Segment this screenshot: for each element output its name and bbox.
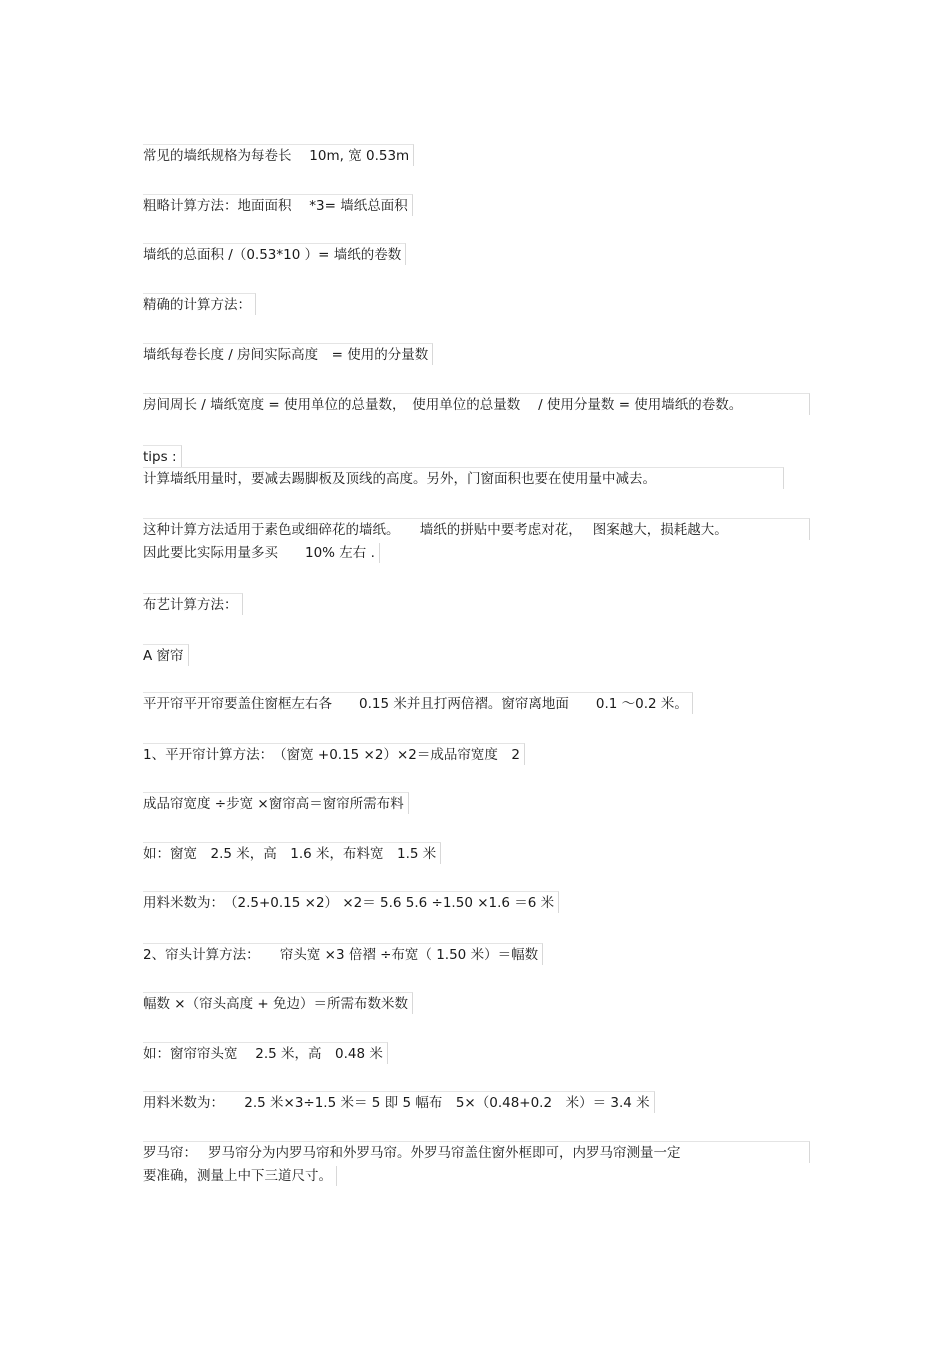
- valance-meters-line: 用料米数为： 2.5 米×3÷1.5 米＝ 5 即 5 幅布 5×（0.48+0.2 米）＝ 3.4 米: [143, 1091, 655, 1113]
- flat-curtain-rule-line: 平开帘平开帘要盖住窗框左右各 0.15 米并且打两倍褶。窗帘离地面 0.1 ～0.2 米。: [143, 692, 693, 714]
- example-dimensions-line: 如：窗宽 2.5 米，高 1.6 米，布料宽 1.5 米: [143, 842, 441, 864]
- rolls-formula-line: 墙纸的总面积 /（0.53*10 ）= 墙纸的卷数: [143, 243, 406, 265]
- example-meters-line: 用料米数为： （2.5+0.15 ×2） ×2＝ 5.6 5.6 ÷1.50 ×1.6 ＝6 米: [143, 891, 559, 913]
- rough-calc-line: 粗略计算方法：地面面积 *3= 墙纸总面积: [143, 194, 413, 216]
- roman-blind-measure-line: 要准确，测量上中下三道尺寸。: [143, 1166, 337, 1186]
- room-perimeter-line: 房间周长 / 墙纸宽度 = 使用单位的总量数， 使用单位的总量数 / 使用分量数 = 使用墙纸的卷数。: [143, 393, 810, 415]
- flat-curtain-formula-line: 1、平开帘计算方法： （窗宽 +0.15 ×2）×2＝成品帘宽度 2: [143, 743, 525, 765]
- fabric-calc-heading: 布艺计算方法：: [143, 593, 243, 615]
- pattern-matching-line: 这种计算方法适用于素色或细碎花的墙纸。 墙纸的拼贴中要考虑对花， 图案越大，损耗越大。: [143, 518, 810, 540]
- extra-purchase-line: 因此要比实际用量多买 10% 左右 .: [143, 543, 380, 563]
- strips-per-roll-line: 墙纸每卷长度 / 房间实际高度 = 使用的分量数: [143, 343, 433, 365]
- wallpaper-spec-line: 常见的墙纸规格为每卷长 10m, 宽 0.53m: [143, 144, 414, 166]
- curtain-section-heading: A 窗帘: [143, 644, 189, 666]
- fabric-needed-formula-line: 成品帘宽度 ÷步宽 ×窗帘高＝窗帘所需布料: [143, 792, 409, 814]
- valance-formula-line: 2、帘头计算方法： 帘头宽 ×3 倍褶 ÷布宽（ 1.50 米）＝幅数: [143, 943, 543, 965]
- precise-calc-heading: 精确的计算方法：: [143, 293, 256, 315]
- tips-text-line: 计算墙纸用量时，要减去踢脚板及顶线的高度。另外，门窗面积也要在使用量中减去。: [143, 467, 784, 489]
- roman-blind-line: 罗马帘： 罗马帘分为内罗马帘和外罗马帘。外罗马帘盖住窗外框即可，内罗马帘测量一定: [143, 1141, 810, 1163]
- tips-label: tips :: [143, 445, 182, 467]
- valance-fabric-line: 幅数 ×（帘头高度 + 免边）＝所需布数米数: [143, 992, 413, 1014]
- valance-example-line: 如：窗帘帘头宽 2.5 米，高 0.48 米: [143, 1042, 388, 1064]
